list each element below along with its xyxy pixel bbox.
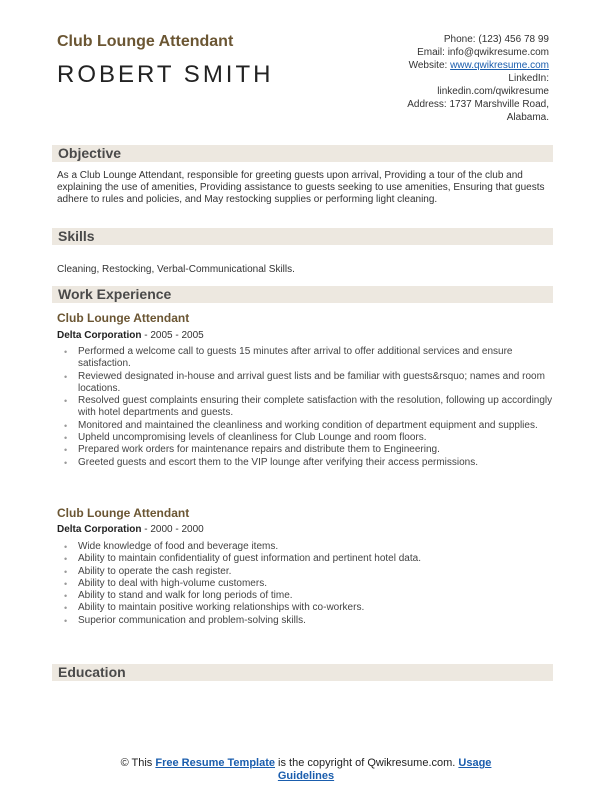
duty-item: • Superior communication and problem-solving skills. — [57, 615, 553, 627]
section-title-objective: Objective — [58, 145, 122, 161]
contact-linkedin-label: LinkedIn: — [508, 73, 549, 84]
contact-website — [309, 59, 549, 72]
section-title-work: Work Experience — [58, 286, 172, 302]
duty-item: • Ability to maintain confidentiality of guest information and pertinent hotel data. — [57, 553, 553, 565]
duty-item: • Ability to stand and walk for long periods of time. — [57, 590, 553, 602]
work-section-header — [52, 286, 553, 303]
address-line-1: 1737 Marshville Road, — [449, 99, 549, 110]
duty-item: • Monitored and maintained the cleanliness and working condition of department equipment and supplies. — [57, 420, 553, 432]
job-2-company: Delta Corporation — [57, 524, 142, 535]
footer-middle: is the copyright of Qwikresume.com. — [275, 757, 459, 769]
duty-item: • Performed a welcome call to guests 15 minutes after arrival to offer additional services and ensure satisfaction. — [57, 346, 553, 371]
header-job-title: Club Lounge Attendant — [57, 33, 234, 50]
candidate-name: ROBERT SMITH — [57, 61, 274, 88]
phone-value: (123) 456 78 99 — [478, 34, 549, 45]
section-title-education: Education — [58, 664, 126, 680]
email-label: Email: — [417, 47, 445, 58]
job-1-title: Club Lounge Attendant — [57, 311, 190, 325]
job-1-company-line — [57, 330, 204, 341]
contact-email — [309, 46, 549, 59]
contact-address-line-2: Alabama. — [506, 112, 549, 123]
section-title-skills: Skills — [58, 228, 95, 244]
duty-item: • Ability to deal with high-volume customers. — [57, 578, 553, 590]
job-2-duties — [57, 541, 553, 627]
job-1-company: Delta Corporation — [57, 330, 142, 341]
contact-linkedin-value: linkedin.com/qwikresume — [437, 86, 549, 97]
education-section-header — [52, 664, 553, 681]
duty-item: • Wide knowledge of food and beverage items. — [57, 541, 553, 553]
usage-guidelines-link-part-1[interactable]: Usage — [458, 757, 492, 769]
phone-label: Phone: — [443, 34, 476, 45]
address-label: Address: — [407, 99, 447, 110]
objective-section-header — [52, 145, 553, 162]
job-2-company-line — [57, 524, 204, 535]
skills-text: Cleaning, Restocking, Verbal-Communicational Skills. — [57, 264, 295, 275]
duty-item: • Greeted guests and escort them to the VIP lounge after verifying their access permissions. — [57, 457, 553, 469]
duty-item: • Reviewed designated in-house and arrival guest lists and be familiar with guests&rsquo; names and room locations. — [57, 371, 553, 396]
footer-prefix: © This — [120, 757, 156, 769]
website-label: Website: — [408, 60, 448, 71]
skills-section-header — [52, 228, 553, 245]
duty-item: • Prepared work orders for maintenance repairs and distribute them to Engineering. — [57, 444, 553, 456]
copyright-footer — [0, 757, 612, 783]
duty-item: • Ability to maintain positive working relationships with co-workers. — [57, 602, 553, 614]
website-link[interactable]: www.qwikresume.com — [450, 60, 549, 71]
duty-item: • Resolved guest complaints ensuring their complete satisfaction with the resolution, following up accordingly with hotel departments and guests. — [57, 395, 553, 420]
usage-guidelines-link-part-2[interactable]: Guidelines — [277, 770, 335, 782]
job-1-duties — [57, 346, 553, 469]
contact-address — [309, 98, 549, 111]
job-1-dates: - 2005 - 2005 — [141, 330, 204, 341]
objective-text: As a Club Lounge Attendant, responsible for greeting guests upon arrival, Providing a tour of the club and explaining the use of amenities, Providing assistance to guests seeking to use amenities, Ensuring that guests adhere to rules and policies, and May restocking supplies or performing light cleaning. — [57, 170, 545, 205]
duty-item: • Upheld uncompromising levels of cleanliness for Club Lounge and room floors. — [57, 432, 553, 444]
free-resume-template-link[interactable]: Free Resume Template — [155, 757, 275, 769]
contact-phone — [309, 33, 549, 46]
email-value: info@qwikresume.com — [447, 47, 549, 58]
job-2-dates: - 2000 - 2000 — [141, 524, 204, 535]
contact-block — [309, 33, 549, 124]
duty-item: • Ability to operate the cash register. — [57, 566, 553, 578]
job-2-title: Club Lounge Attendant — [57, 506, 190, 520]
